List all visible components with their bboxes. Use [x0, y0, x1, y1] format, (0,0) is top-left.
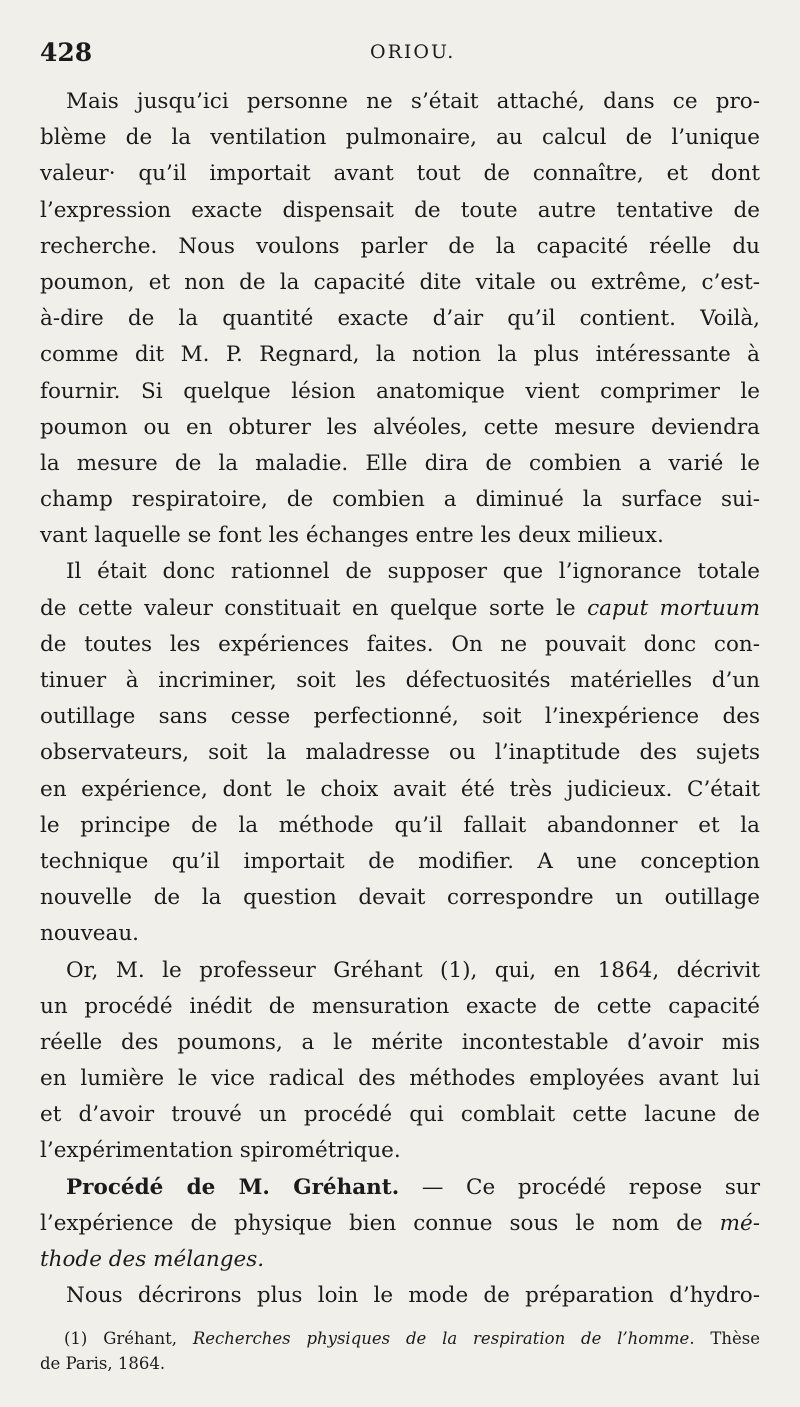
text-segment: en expérience, dont le choix avait été très judicieux. C’était — [40, 776, 760, 802]
text-line — [40, 446, 760, 482]
text-line — [40, 229, 760, 265]
text-line — [40, 1206, 760, 1242]
text-line — [40, 844, 760, 880]
text-segment: le principe de la méthode qu’il fallait abandonner et la — [40, 812, 760, 838]
text-segment: l’expression exacte dispensait de toute autre tentative de — [40, 197, 760, 223]
text-segment: réelle des poumons, a le mérite incontestable d’avoir mis — [40, 1029, 760, 1055]
text-segment: Procédé de M. Gréhant. — [66, 1174, 400, 1200]
text-line — [40, 735, 760, 771]
text-line — [40, 989, 760, 1025]
text-line — [40, 591, 760, 627]
text-segment: l’expérimentation spirométrique. — [40, 1138, 401, 1164]
text-segment: l’expérience de physique bien connue sous le nom de — [40, 1210, 720, 1236]
text-line — [40, 772, 760, 808]
page-header — [40, 38, 760, 74]
text-segment: en lumière le vice radical des méthodes employées avant lui — [40, 1066, 760, 1092]
text-segment: champ respiratoire, de combien a diminué la surface sui- — [40, 487, 760, 513]
text-segment: . Thèse — [689, 1329, 761, 1348]
text-segment: de cette valeur constituait en quelque sorte le — [40, 595, 588, 621]
text-line — [40, 1061, 760, 1097]
text-segment: fournir. Si quelque lésion anatomique vient comprimer le — [40, 378, 760, 404]
text-segment: Nous décrirons plus loin le mode de préparation d’hydro- — [66, 1283, 760, 1309]
text-line — [40, 482, 760, 518]
text-segment: Or, M. le professeur Gréhant (1), qui, en 1864, décrivit — [66, 957, 760, 983]
text-segment: vant laquelle se font les échanges entre les deux milieux. — [40, 523, 664, 549]
text-segment: recherche. Nous voulons parler de la capacité réelle du — [40, 233, 760, 259]
text-segment: tinuer à incriminer, soit les défectuosités matérielles d’un — [40, 668, 760, 693]
text-segment: observateurs, soit la maladresse ou l’inaptitude des sujets — [40, 740, 760, 766]
text-line — [40, 156, 760, 192]
text-segment: à-dire de la quantité exacte d’air qu’il contient. Voilà, — [40, 306, 760, 332]
text-line — [40, 84, 760, 120]
text-line — [40, 1170, 760, 1206]
text-segment: de toutes les expériences faites. On ne pouvait donc con- — [40, 631, 760, 657]
text-segment: valeur· qu’il importait avant tout de connaître, et dont — [40, 161, 760, 187]
text-segment: technique qu’il importait de modifier. A une conception — [40, 848, 760, 874]
page-number: 428 — [40, 38, 93, 67]
footnotes — [40, 1326, 760, 1376]
text-line — [40, 410, 760, 446]
text-segment: Mais jusqu’ici personne ne s’était attaché, dans ce pro- — [66, 89, 760, 114]
text-segment: poumon, et non de la capacité dite vitale ou extrême, c’est- — [40, 269, 760, 295]
text-line — [40, 699, 760, 735]
text-segment: blème de la ventilation pulmonaire, au calcul de l’unique — [40, 125, 760, 151]
text-line — [40, 193, 760, 229]
running-head: ORIOU. — [370, 41, 456, 63]
text-segment: (1) Gréhant, — [64, 1329, 193, 1348]
text-segment: et d’avoir trouvé un procédé qui comblait cette lacune de — [40, 1102, 760, 1128]
text-segment: nouvelle de la question devait correspondre un outillage — [40, 885, 760, 911]
text-line — [40, 663, 760, 699]
text-line — [40, 1133, 760, 1169]
text-segment: un procédé inédit de mensuration exacte de cette capacité — [40, 993, 760, 1019]
text-line — [40, 1025, 760, 1061]
text-line — [40, 916, 760, 952]
text-line — [40, 1242, 760, 1278]
text-segment: outillage sans cesse perfectionné, soit l’inexpérience des — [40, 704, 760, 730]
text-line — [40, 808, 760, 844]
text-segment: — Ce procédé repose sur — [399, 1174, 760, 1200]
text-line — [40, 337, 760, 373]
text-segment: caput mortuum — [587, 595, 761, 621]
text-line — [40, 265, 760, 301]
text-line — [40, 953, 760, 989]
text-segment: nouveau. — [40, 921, 140, 947]
text-line — [40, 1278, 760, 1314]
text-line — [40, 301, 760, 337]
text-segment: de Paris, 1864. — [40, 1354, 166, 1373]
text-line — [40, 880, 760, 916]
body-text — [40, 84, 760, 1314]
text-line — [40, 518, 760, 554]
text-line — [40, 627, 760, 663]
text-segment: Recherches physiques de la respiration de l’homme — [192, 1329, 690, 1348]
text-segment: poumon ou en obturer les alvéoles, cette mesure deviendra — [40, 414, 760, 440]
text-segment: mé- — [719, 1210, 760, 1236]
text-segment: thode des mélanges. — [40, 1247, 265, 1272]
text-line — [40, 374, 760, 410]
text-line — [40, 120, 760, 156]
text-segment: la mesure de la maladie. Elle dira de combien a varié le — [40, 450, 760, 476]
text-segment: Il était donc rationnel de supposer que l’ignorance totale — [66, 559, 760, 585]
text-segment: comme dit M. P. Regnard, la notion la plus intéressante à — [40, 342, 760, 368]
footnote-line — [40, 1351, 760, 1376]
text-line — [40, 554, 760, 590]
text-line — [40, 1097, 760, 1133]
footnote-line — [40, 1326, 760, 1351]
